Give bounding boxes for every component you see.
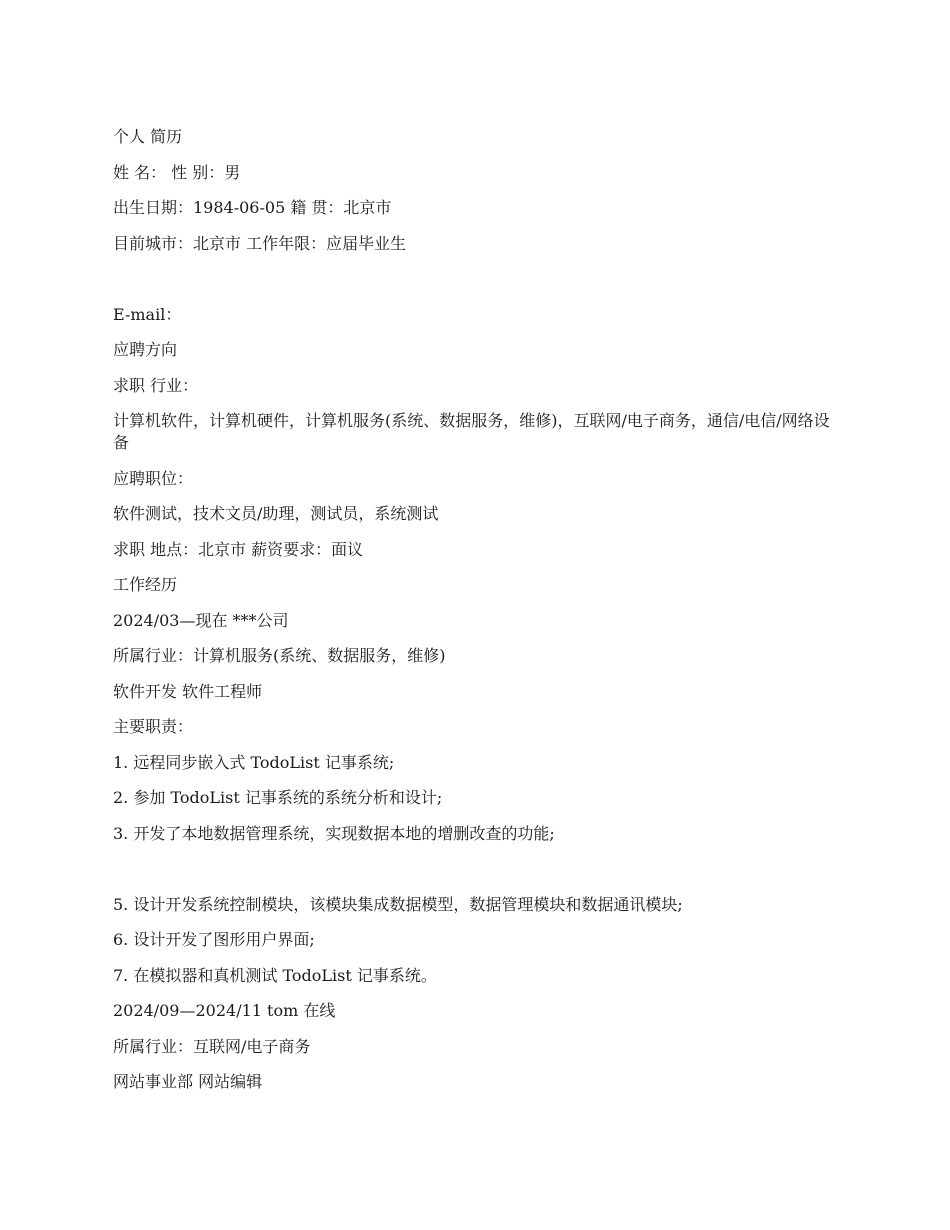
blank-line (113, 858, 833, 894)
job1-duty-item: 3. 开发了本地数据管理系统，实现数据本地的增删改查的功能; (113, 823, 555, 843)
job1-duty-item: 7. 在模拟器和真机测试 TodoList 记事系统。 (113, 965, 437, 985)
industry-value: 计算机软件，计算机硬件，计算机服务(系统、数据服务，维修)，互联网/电子商务，通信/电信/网络设备 (113, 411, 830, 452)
name-gender-line: 姓 名： 性 别：男 (113, 162, 241, 182)
job1-role: 软件开发 软件工程师 (113, 681, 263, 701)
job1-duties-label: 主要职责： (113, 717, 194, 736)
job1-period: 2024/03—现在 ***公司 (113, 610, 289, 630)
job1-duty-item: 5. 设计开发系统控制模块，该模块集成数据模型，数据管理模块和数据通讯模块; (113, 894, 683, 914)
job2-role: 网站事业部 网站编辑 (113, 1072, 263, 1091)
email-line: E-mail： (113, 304, 182, 324)
job2-period: 2024/09—2024/11 tom 在线 (113, 1001, 336, 1020)
section-heading-experience: 工作经历 (113, 575, 178, 594)
industry-label: 求职 行业： (113, 375, 199, 395)
job2-industry: 所属行业：互联网/电子商务 (113, 1036, 311, 1056)
job1-duty-item: 1. 远程同步嵌入式 TodoList 记事系统; (113, 752, 395, 772)
resume-body (113, 126, 833, 1107)
city-experience-line: 目前城市：北京市 工作年限：应届毕业生 (113, 233, 407, 253)
job1-duty-item: 6. 设计开发了图形用户界面; (113, 930, 315, 949)
blank-line (113, 268, 833, 304)
section-heading-application: 应聘方向 (113, 340, 178, 359)
birthdate-hometown-line: 出生日期：1984-06-05 籍 贯：北京市 (113, 198, 392, 217)
position-value: 软件测试，技术文员/助理，测试员，系统测试 (113, 504, 439, 523)
location-salary-line: 求职 地点：北京市 薪资要求：面议 (113, 539, 364, 559)
resume-title: 个人 简历 (113, 127, 183, 146)
job1-industry: 所属行业：计算机服务(系统、数据服务，维修) (113, 646, 446, 665)
job1-duty-item: 2. 参加 TodoList 记事系统的系统分析和设计; (113, 788, 443, 807)
position-label: 应聘职位： (113, 468, 194, 488)
